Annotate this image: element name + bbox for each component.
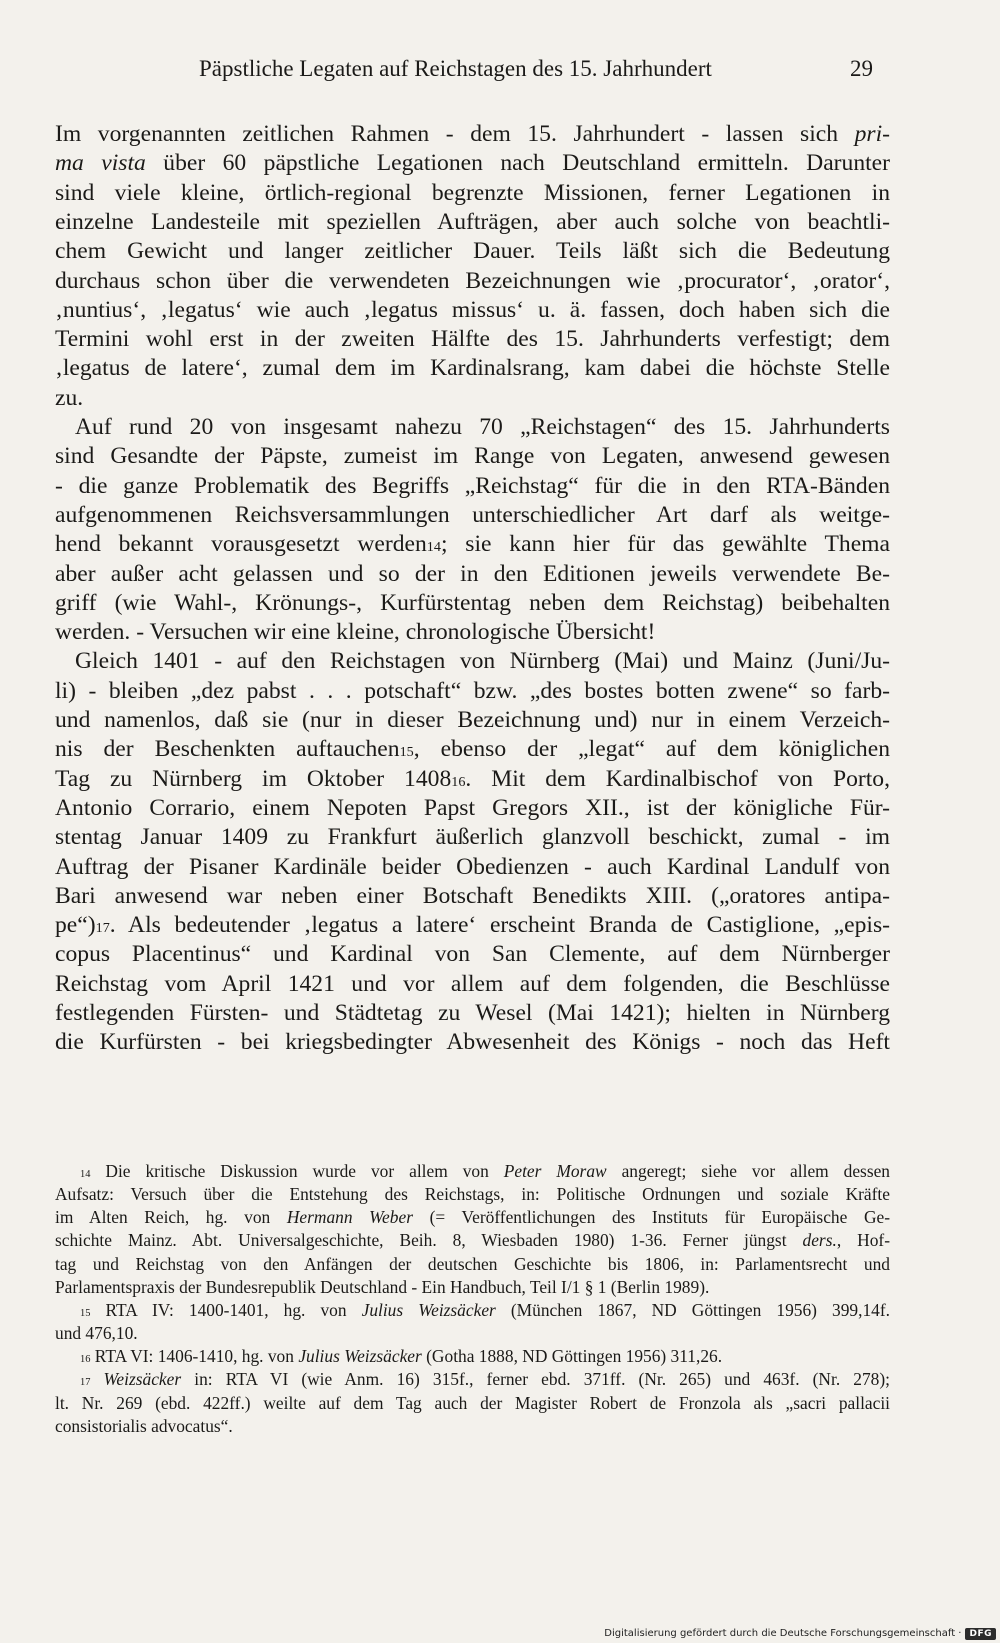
body-line	[55, 441, 890, 471]
text-run: durchaus schon über die verwendeten Bezeichnungen wie ‚procurator‘, ‚orator‘,	[55, 267, 890, 294]
italic-text: Julius Weizsäcker	[361, 1299, 496, 1320]
text-run: und namenlos, daß sie (nur in dieser Bezeichnung und) nur in einem Verzeich-	[55, 707, 890, 733]
text-run: ‚nuntius‘, ‚legatus‘ wie auch ‚legatus missus‘ u. ä. fassen, doch haben sich die	[55, 296, 890, 323]
footnote-line	[55, 1229, 890, 1251]
footnote-line	[55, 1415, 890, 1437]
footnote-line	[80, 1160, 890, 1182]
text-run: Parlamentspraxis der Bundesrepublik Deutschland - Ein Handbuch, Teil I/1 § 1 (Berlin 1989).	[55, 1276, 710, 1297]
footnote-line	[55, 1206, 890, 1228]
text-run: Bari anwesend war neben einer Botschaft Benedikts XIII. („oratores antipa-	[55, 882, 890, 909]
text-run: stentag Januar 1409 zu Frankfurt äußerlich glanzvoll beschickt, zumal - im	[55, 824, 890, 851]
footnote-line	[80, 1368, 890, 1390]
text-run: werden. - Versuchen wir eine kleine, chronologische Übersicht!	[55, 619, 656, 646]
body-line	[55, 969, 890, 999]
body-line	[55, 559, 890, 589]
text-run: Reichstag vom April 1421 und vor allem auf dem folgenden, die Beschlüsse	[55, 970, 890, 997]
body-line	[55, 471, 890, 501]
text-run: sind Gesandte der Päpste, zumeist im Range von Legaten, anwesend gewesen	[55, 443, 890, 470]
footnote-marker: 16	[451, 773, 466, 790]
footnote-line	[55, 1392, 890, 1414]
page-number: 29	[850, 56, 873, 81]
body-line	[55, 734, 890, 764]
text-run: aber außer acht gelassen und so der in den Editionen jeweils verwendete Be-	[55, 560, 890, 587]
text-run: zu.	[55, 384, 84, 411]
text-run: . Mit dem Kardinalbischof von Porto,	[465, 765, 890, 792]
text-run: Auf rund 20 von insgesamt nahezu 70 „Reichstagen“ des 15. Jahrhunderts	[75, 414, 890, 440]
text-run: Auftrag der Pisaner Kardinäle beider Obedienzen - auch Kardinal Landulf von	[55, 853, 890, 880]
text-run: einzelne Landesteile mit speziellen Aufträgen, aber auch solche von beachtli-	[55, 208, 890, 235]
footnote-line	[80, 1299, 890, 1321]
text-run: und 476,10.	[55, 1323, 138, 1344]
body-line	[55, 705, 890, 735]
body-line	[55, 617, 890, 647]
text-run: copus Placentinus“ und Kardinal von San Clemente, auf dem Nürnberger	[55, 941, 890, 968]
footnote-marker: 17	[80, 1377, 91, 1389]
body-line	[55, 881, 890, 911]
text-run: RTA IV: 1400-1401, hg. von	[90, 1299, 362, 1320]
footnote-marker: 14	[80, 1169, 91, 1180]
dfg-logo: DFG	[965, 1628, 996, 1640]
body-line	[55, 939, 890, 969]
text-run: griff (wie Wahl-, Krönungs-, Kurfürstentag neben dem Reichstag) beibehalten	[55, 589, 890, 616]
text-run: (Gotha 1888, ND Göttingen 1956) 311,26.	[421, 1346, 723, 1367]
credit-text: Digitalisierung gefördert durch die Deutsche Forschungsgemeinschaft ·	[604, 1628, 962, 1639]
footnote-marker: 17	[95, 920, 110, 937]
text-run: die Kurfürsten - bei kriegsbedingter Abwesenheit des Königs - noch das Heft	[55, 1029, 890, 1056]
text-run	[90, 1369, 103, 1389]
text-run: ‚legatus de latere‘, zumal dem im Kardinalsrang, kam dabei die höchste Stelle	[55, 355, 890, 382]
italic-text: Julius Weizsäcker	[298, 1346, 422, 1367]
text-run: Gleich 1401 - auf den Reichstagen von Nürnberg (Mai) und Mainz (Juni/Ju-	[75, 648, 890, 675]
footnote-line	[55, 1322, 890, 1344]
text-run: in: RTA VI (wie Anm. 16) 315f., ferner ebd. 371ff. (Nr. 265) und 463f. (Nr. 278);	[181, 1369, 890, 1390]
body-line	[55, 529, 890, 559]
body-line	[55, 910, 890, 940]
italic-text: Hermann Weber	[286, 1207, 413, 1228]
text-run: (München 1867, ND Göttingen 1956) 399,14f.	[495, 1299, 890, 1320]
text-run: im Alten Reich, hg. von	[55, 1207, 287, 1228]
text-run: Aufsatz: Versuch über die Entstehung des Reichstags, in: Politische Ordnungen und soziale Kräfte	[55, 1184, 890, 1205]
text-run: tag und Reichstag von den Anfängen der deutschen Geschichte bis 1806, in: Parlamentsrecht und	[55, 1253, 890, 1274]
text-run: . Als bedeutender ‚legatus a latere‘ erscheint Branda de Castiglione, „epis-	[109, 912, 890, 939]
body-line	[55, 676, 890, 706]
text-run: über 60 päpstliche Legationen nach Deutschland ermitteln. Darunter	[145, 150, 891, 177]
text-run: nis der Beschenkten auftauchen	[55, 736, 400, 763]
body-line	[55, 998, 890, 1028]
text-run: aufgenommenen Reichsversammlungen unterschiedlicher Art darf als weitge-	[55, 501, 890, 528]
text-run: lt. Nr. 269 (ebd. 422ff.) weilte auf dem Tag auch der Magister Robert de Fronzola als „sacri pallacii	[55, 1392, 890, 1413]
body-line	[55, 207, 890, 237]
body-line	[55, 588, 890, 618]
text-run: sind viele kleine, örtlich-regional begrenzte Missionen, ferner Legationen in	[55, 179, 890, 206]
footnote-marker: 14	[426, 539, 441, 556]
footnote-line	[80, 1345, 890, 1367]
text-run: angeregt; siehe vor allem dessen	[606, 1161, 891, 1181]
footnote-line	[55, 1253, 890, 1275]
text-run: - die ganze Problematik des Begriffs „Reichstag“ für die in den RTA-Bänden	[55, 472, 890, 499]
italic-text: ders.	[802, 1230, 837, 1251]
text-run: Termini wohl erst in der zweiten Hälfte des 15. Jahrhunderts verfestigt; dem	[55, 326, 890, 353]
text-run: hend bekannt vorausgesetzt werden	[55, 531, 427, 558]
running-title: Päpstliche Legaten auf Reichstagen des 15. Jahrhundert	[199, 56, 712, 81]
text-run: festlegenden Fürsten- und Städtetag zu Wesel (Mai 1421); hielten in Nürnberg	[55, 1000, 890, 1026]
footnote-marker: 15	[80, 1307, 91, 1319]
italic-text: Peter Moraw	[503, 1161, 607, 1181]
body-line	[55, 764, 890, 794]
text-run: li) - bleiben „dez pabst . . . potschaft“ bzw. „des bostes botten zwene“ so farb-	[55, 677, 890, 704]
text-run: chem Gewicht und langer zeitlicher Dauer. Teils läßt sich die Bedeutung	[55, 238, 890, 265]
body-line	[55, 793, 890, 823]
text-run: Im vorgenannten zeitlichen Rahmen - dem 15. Jahrhundert - lassen sich	[55, 121, 855, 147]
text-run: consistorialis advocatus“.	[55, 1415, 233, 1436]
body-line	[55, 852, 890, 882]
text-run: (= Veröffentlichungen des Instituts für Europäische Ge-	[412, 1207, 891, 1228]
body-line	[55, 236, 890, 266]
body-line	[75, 412, 890, 442]
footnote-line	[55, 1276, 890, 1298]
text-run: pe“)	[55, 912, 96, 939]
text-run: Tag zu Nürnberg im Oktober 1408	[55, 765, 452, 792]
body-line	[55, 266, 890, 296]
italic-text: ma vista	[55, 150, 146, 177]
italic-text: pri-	[854, 121, 890, 147]
text-run: RTA VI: 1406-1410, hg. von	[90, 1346, 299, 1367]
body-line	[55, 148, 890, 178]
body-line	[55, 119, 890, 149]
body-line	[55, 353, 890, 383]
body-line	[55, 383, 890, 413]
text-run: ; sie kann hier für das gewählte Thema	[440, 531, 890, 558]
text-run: Die kritische Diskussion wurde vor allem von	[90, 1161, 504, 1181]
body-line	[55, 1027, 890, 1057]
body-line	[75, 646, 890, 676]
body-line	[55, 822, 890, 852]
text-run: Antonio Corrario, einem Nepoten Papst Gregors XII., ist der königliche Für-	[55, 794, 890, 821]
footnote-marker: 16	[80, 1354, 91, 1366]
body-line	[55, 324, 890, 354]
body-line	[55, 178, 890, 208]
body-line	[55, 500, 890, 530]
italic-text: Weizsäcker	[103, 1369, 182, 1390]
footnote-marker: 15	[399, 744, 414, 761]
text-run: , Hof-	[836, 1230, 890, 1251]
body-line	[55, 295, 890, 325]
text-run: , ebenso der „legat“ auf dem königlichen	[413, 736, 890, 763]
footnote-line	[55, 1183, 890, 1205]
text-run: schichte Mainz. Abt. Universalgeschichte, Beih. 8, Wiesbaden 1980) 1-36. Ferner jüngst	[55, 1230, 803, 1251]
digitization-credit	[604, 1626, 996, 1641]
